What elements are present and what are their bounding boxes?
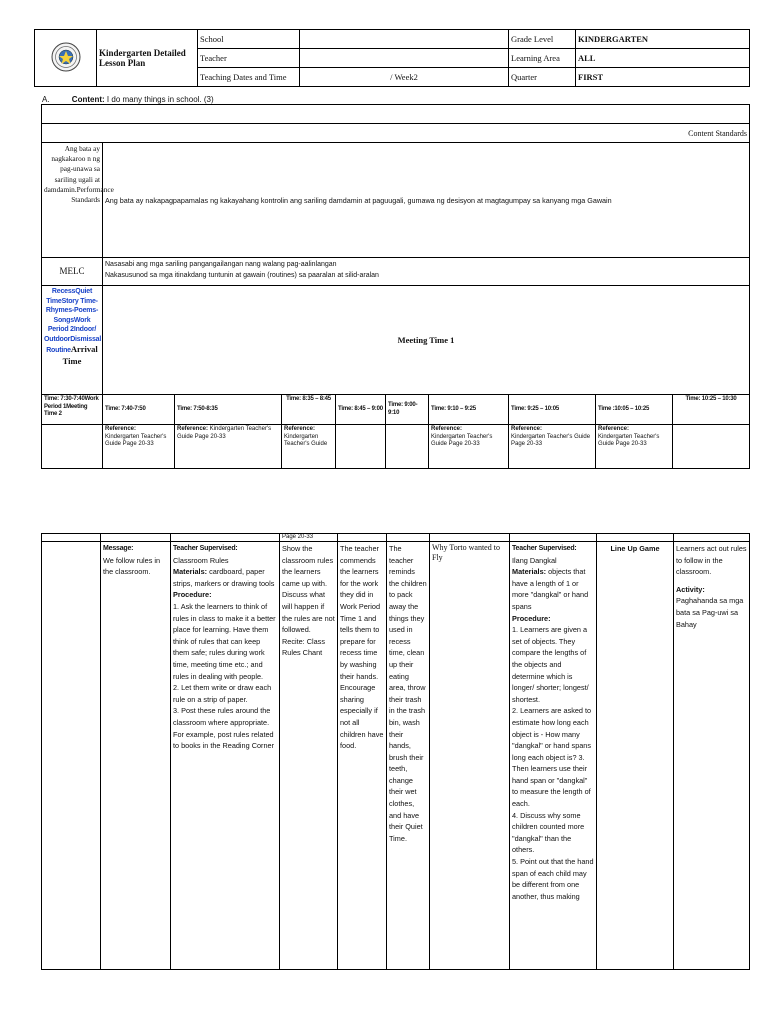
reference-cell bbox=[42, 425, 103, 469]
activity-title: Ilang Dangkal bbox=[512, 555, 557, 565]
meeting-time-2-cell: Show the classroom rules the learners came up with. Discuss what will happen if the rules are not followed. Recite: Class Rules Chant bbox=[280, 542, 338, 970]
dismissal-cell bbox=[674, 542, 750, 970]
message-cell bbox=[101, 542, 171, 970]
reference-cell: Reference: Kindergarten Teacher's Guide Page 20-33 bbox=[596, 425, 673, 469]
quiet-time-cell: The teacher reminds the children to pack away the things they used in recess time, clean up their eating area, throw their trash in the trash bin, wash their hands, brush their teeth, change their wet clothes, and have their Quiet Time. bbox=[387, 542, 430, 970]
top-page-ref: Page 20-33 bbox=[280, 534, 338, 542]
reference-cell: Reference: Kindergarten Teacher's Guide Page 20-33 bbox=[429, 425, 509, 469]
time-cell: Time: 9:00-9:10 bbox=[386, 395, 429, 425]
top-cell bbox=[597, 534, 674, 542]
message-text: We follow rules in the classroom. bbox=[103, 555, 161, 577]
melc-line-1: Nasasabi ang mga sariling pangangailangan nang walang pag-aalinlangan bbox=[105, 261, 337, 268]
materials: Materials: cardboard, paper strips, markers or drawing tools bbox=[173, 567, 275, 588]
time-cell: Time: 8:35 – 8:45 bbox=[282, 395, 336, 425]
content-letter: A. bbox=[42, 95, 50, 104]
lesson-plan-table-page1 bbox=[41, 104, 750, 469]
reference-cell: Reference: Kindergarten Teacher's Guide Page 20-33 bbox=[509, 425, 596, 469]
logo-cell bbox=[35, 30, 97, 87]
melc-text bbox=[103, 258, 750, 286]
area-label: Learning Area bbox=[509, 49, 576, 68]
top-cell bbox=[101, 534, 171, 542]
activity-title: Classroom Rules bbox=[173, 555, 229, 565]
dates-value: / Week2 bbox=[300, 68, 509, 87]
indoor-outdoor-cell: Line Up Game bbox=[597, 542, 674, 970]
reference-cell: Reference: Kindergarten Teacher's Guide bbox=[282, 425, 336, 469]
story-time-cell: Why Torto wanted to Fly bbox=[430, 542, 510, 970]
reference-cell: Reference: Kindergarten Teacher's Guide Page 20-33 bbox=[103, 425, 175, 469]
teacher-value bbox=[300, 49, 509, 68]
activity-text: Paghahanda sa mga bata sa Pag-uwi sa Bahay bbox=[676, 596, 744, 629]
deped-seal-icon bbox=[51, 42, 81, 72]
arrival-time-label: Arrival Time bbox=[62, 344, 98, 366]
activity-label: Activity: bbox=[676, 584, 705, 594]
performance-standards-label: Ang bata ay nagkakaroo n ng pag-unawa sa sariling ugali at damdamin.Performance Standards bbox=[42, 143, 103, 258]
time-cell: Time: 9:25 – 10:05 bbox=[509, 395, 596, 425]
melc-label: MELC bbox=[42, 258, 103, 286]
dates-label: Teaching Dates and Time bbox=[198, 68, 300, 87]
meeting-time-1: Meeting Time 1 bbox=[103, 286, 750, 395]
content-text: I do many things in school. (3) bbox=[106, 95, 214, 104]
grade-value: KINDERGARTEN bbox=[576, 30, 750, 49]
top-cell bbox=[338, 534, 387, 542]
content-standards: Content Standards bbox=[42, 124, 750, 143]
grade-label: Grade Level bbox=[509, 30, 576, 49]
time-blocks-blue: RecessQuiet TimeStory Time-Rhymes-Poems-SongsWork Period 2Indoor/ OutdoorDismissal Routine bbox=[44, 288, 102, 354]
procedure-label: Procedure: bbox=[512, 613, 551, 623]
time-cell: Time :10:05 – 10:25 bbox=[596, 395, 673, 425]
blank-cell bbox=[42, 542, 101, 970]
blank-row bbox=[42, 105, 750, 124]
area-value: ALL bbox=[576, 49, 750, 68]
reference-cell bbox=[386, 425, 429, 469]
content-label: Content: bbox=[71, 95, 105, 104]
quarter-label: Quarter bbox=[509, 68, 576, 87]
doc-title: Kindergarten Detailed Lesson Plan bbox=[97, 30, 198, 87]
time-cell: Time: 7:50-8:35 bbox=[175, 395, 282, 425]
reference-cell bbox=[673, 425, 750, 469]
time-cell: Time: 9:10 – 9:25 bbox=[429, 395, 509, 425]
work-period-2-cell bbox=[510, 542, 597, 970]
teacher-label: Teacher bbox=[198, 49, 300, 68]
time-cell: Time: 10:25 – 10:30 bbox=[673, 395, 750, 425]
procedure-text: 1. Ask the learners to think of rules in class to make it a better place for learning. Have them think of rules that can keep them safe; rules during work time, meeting time etc.; and rules in dealing with people. 2. Let them write or draw each rule on a strip of paper. 3. Post these rules around the classroom where appropriate. For example, post rules related to books in the Reading Corner bbox=[173, 601, 276, 751]
procedure-label: Procedure: bbox=[173, 590, 212, 600]
content-line bbox=[42, 95, 214, 104]
top-cell bbox=[42, 534, 101, 542]
top-cell bbox=[430, 534, 510, 542]
time-cell: Time: 7:30-7:40Work Period 1Meeting Time 2 bbox=[42, 395, 103, 425]
reference-cell bbox=[336, 425, 386, 469]
school-value bbox=[300, 30, 509, 49]
time-cell: Time: 7:40-7:50 bbox=[103, 395, 175, 425]
recess-cell: The teacher commends the learners for the work they did in Work Period Time 1 and tells them to prepare for recess time by washing their hands. Encourage sharing especially if not all children have food. bbox=[338, 542, 387, 970]
materials: Materials: objects that have a length of 1 or more "dangkal" or hand spans bbox=[512, 567, 589, 611]
top-cell bbox=[171, 534, 280, 542]
procedure-text: 1. Learners are given a set of objects. They compare the lengths of the objects and determine which is longer/ shorter; longest/ shortest. 2. Learners are asked to estimate how long each object is - How many "dangkal" or hand spans long each object is? 3. Then learners use their hand span or "dangkal" to measure the length of each. 4. Discuss why some children counted more "dangkal" than the others. 5. Point out that the hand span of each child may be different from one another, thus making bbox=[512, 625, 594, 901]
melc-line-2: Nakasusunod sa mga itinakdang tuntunin at gawain (routines) sa paaralan at silid-aralan bbox=[105, 272, 379, 279]
work-period-1-cell bbox=[171, 542, 280, 970]
quarter-value: FIRST bbox=[576, 68, 750, 87]
time-blocks-label bbox=[42, 286, 103, 395]
lesson-plan-table-page2 bbox=[41, 533, 750, 970]
teacher-supervised-label: Teacher Supervised: bbox=[512, 545, 577, 552]
reference-cell: Reference: Kindergarten Teacher's Guide Page 20-33 bbox=[175, 425, 282, 469]
header-table bbox=[34, 29, 750, 87]
dismissal-text: Learners act out rules to follow in the classroom. bbox=[676, 544, 747, 577]
school-label: School bbox=[198, 30, 300, 49]
top-cell bbox=[674, 534, 750, 542]
performance-standards-text: Ang bata ay nakapagpapamalas ng kakayahang kontrolin ang sariling damdamin at paguugali, gumawa ng desisyon at magtagumpay sa kanyang mga Gawain bbox=[103, 143, 750, 258]
message-label: Message: bbox=[103, 545, 134, 552]
top-cell bbox=[387, 534, 430, 542]
teacher-supervised-label: Teacher Supervised: bbox=[173, 545, 238, 552]
top-cell bbox=[510, 534, 597, 542]
time-cell: Time: 8:45 – 9:00 bbox=[336, 395, 386, 425]
